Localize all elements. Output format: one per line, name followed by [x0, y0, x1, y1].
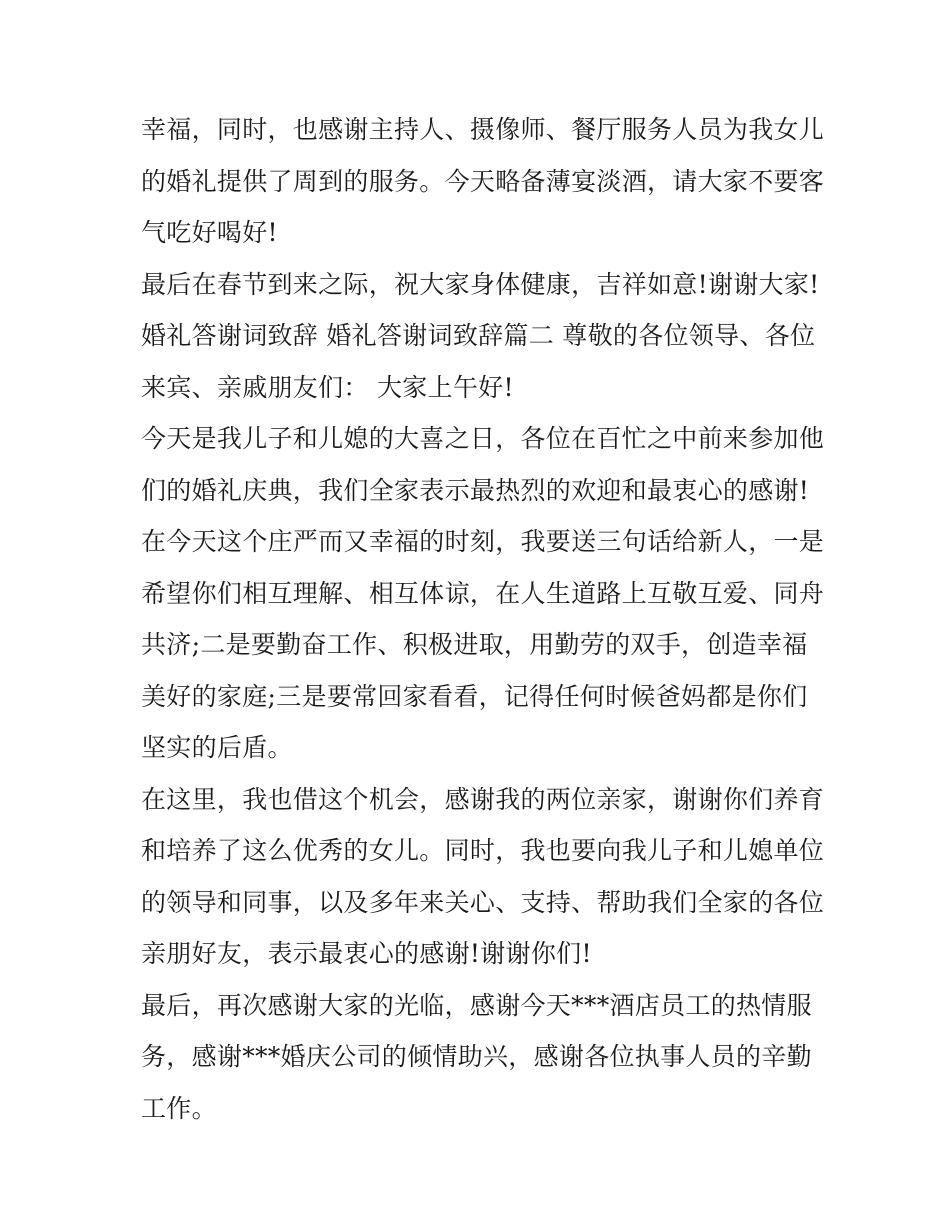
text-line: 气吃好喝好! — [141, 218, 278, 247]
text-line: 希望你们相互理解、相互体谅，在人生道路上互敬互爱、同舟 — [141, 578, 825, 608]
text-line: 在今天这个庄严而又幸福的时刻，我要送三句话给新人，一是 — [141, 527, 825, 556]
text-line: 婚礼答谢词致辞 婚礼答谢词致辞篇二 尊敬的各位领导、各位 — [141, 321, 816, 350]
text-line: 今天是我儿子和儿媳的大喜之日，各位在百忙之中前来参加他 — [141, 424, 825, 453]
text-line: 共济;二是要勤奋工作、积极进取，用勤劳的双手，创造幸福 — [141, 630, 808, 659]
text-line: 在这里，我也借这个机会，感谢我的两位亲家，谢谢你们养育 — [141, 784, 825, 814]
text-line: 最后在春节到来之际，祝大家身体健康，吉祥如意!谢谢大家! — [141, 269, 820, 299]
text-line: 的领导和同事，以及多年来关心、支持、帮助我们全家的各位 — [141, 887, 825, 917]
text-line: 来宾、亲戚朋友们： 大家上午好! — [141, 372, 514, 402]
document-body — [141, 104, 825, 1134]
text-line: 幸福，同时，也感谢主持人、摄像师、餐厅服务人员为我女儿 — [141, 115, 825, 144]
text-line: 亲朋好友，表示最衷心的感谢!谢谢你们! — [141, 939, 592, 968]
text-line: 务，感谢***婚庆公司的倾情助兴，感谢各位执事人员的辛勤 — [141, 1042, 812, 1071]
text-line: 坚实的后盾。 — [141, 733, 293, 762]
text-line: 的婚礼提供了周到的服务。今天略备薄宴淡酒，请大家不要客 — [141, 166, 825, 196]
text-line: 美好的家庭;三是要常回家看看，记得任何时候爸妈都是你们 — [141, 681, 808, 711]
text-line: 最后，再次感谢大家的光临，感谢今天***酒店员工的热情服 — [141, 990, 812, 1020]
text-line: 们的婚礼庆典，我们全家表示最热烈的欢迎和最衷心的感谢! — [141, 475, 810, 505]
text-line: 和培养了这么优秀的女儿。同时，我也要向我儿子和儿媳单位 — [141, 836, 825, 865]
text-line: 工作。 — [141, 1093, 217, 1123]
